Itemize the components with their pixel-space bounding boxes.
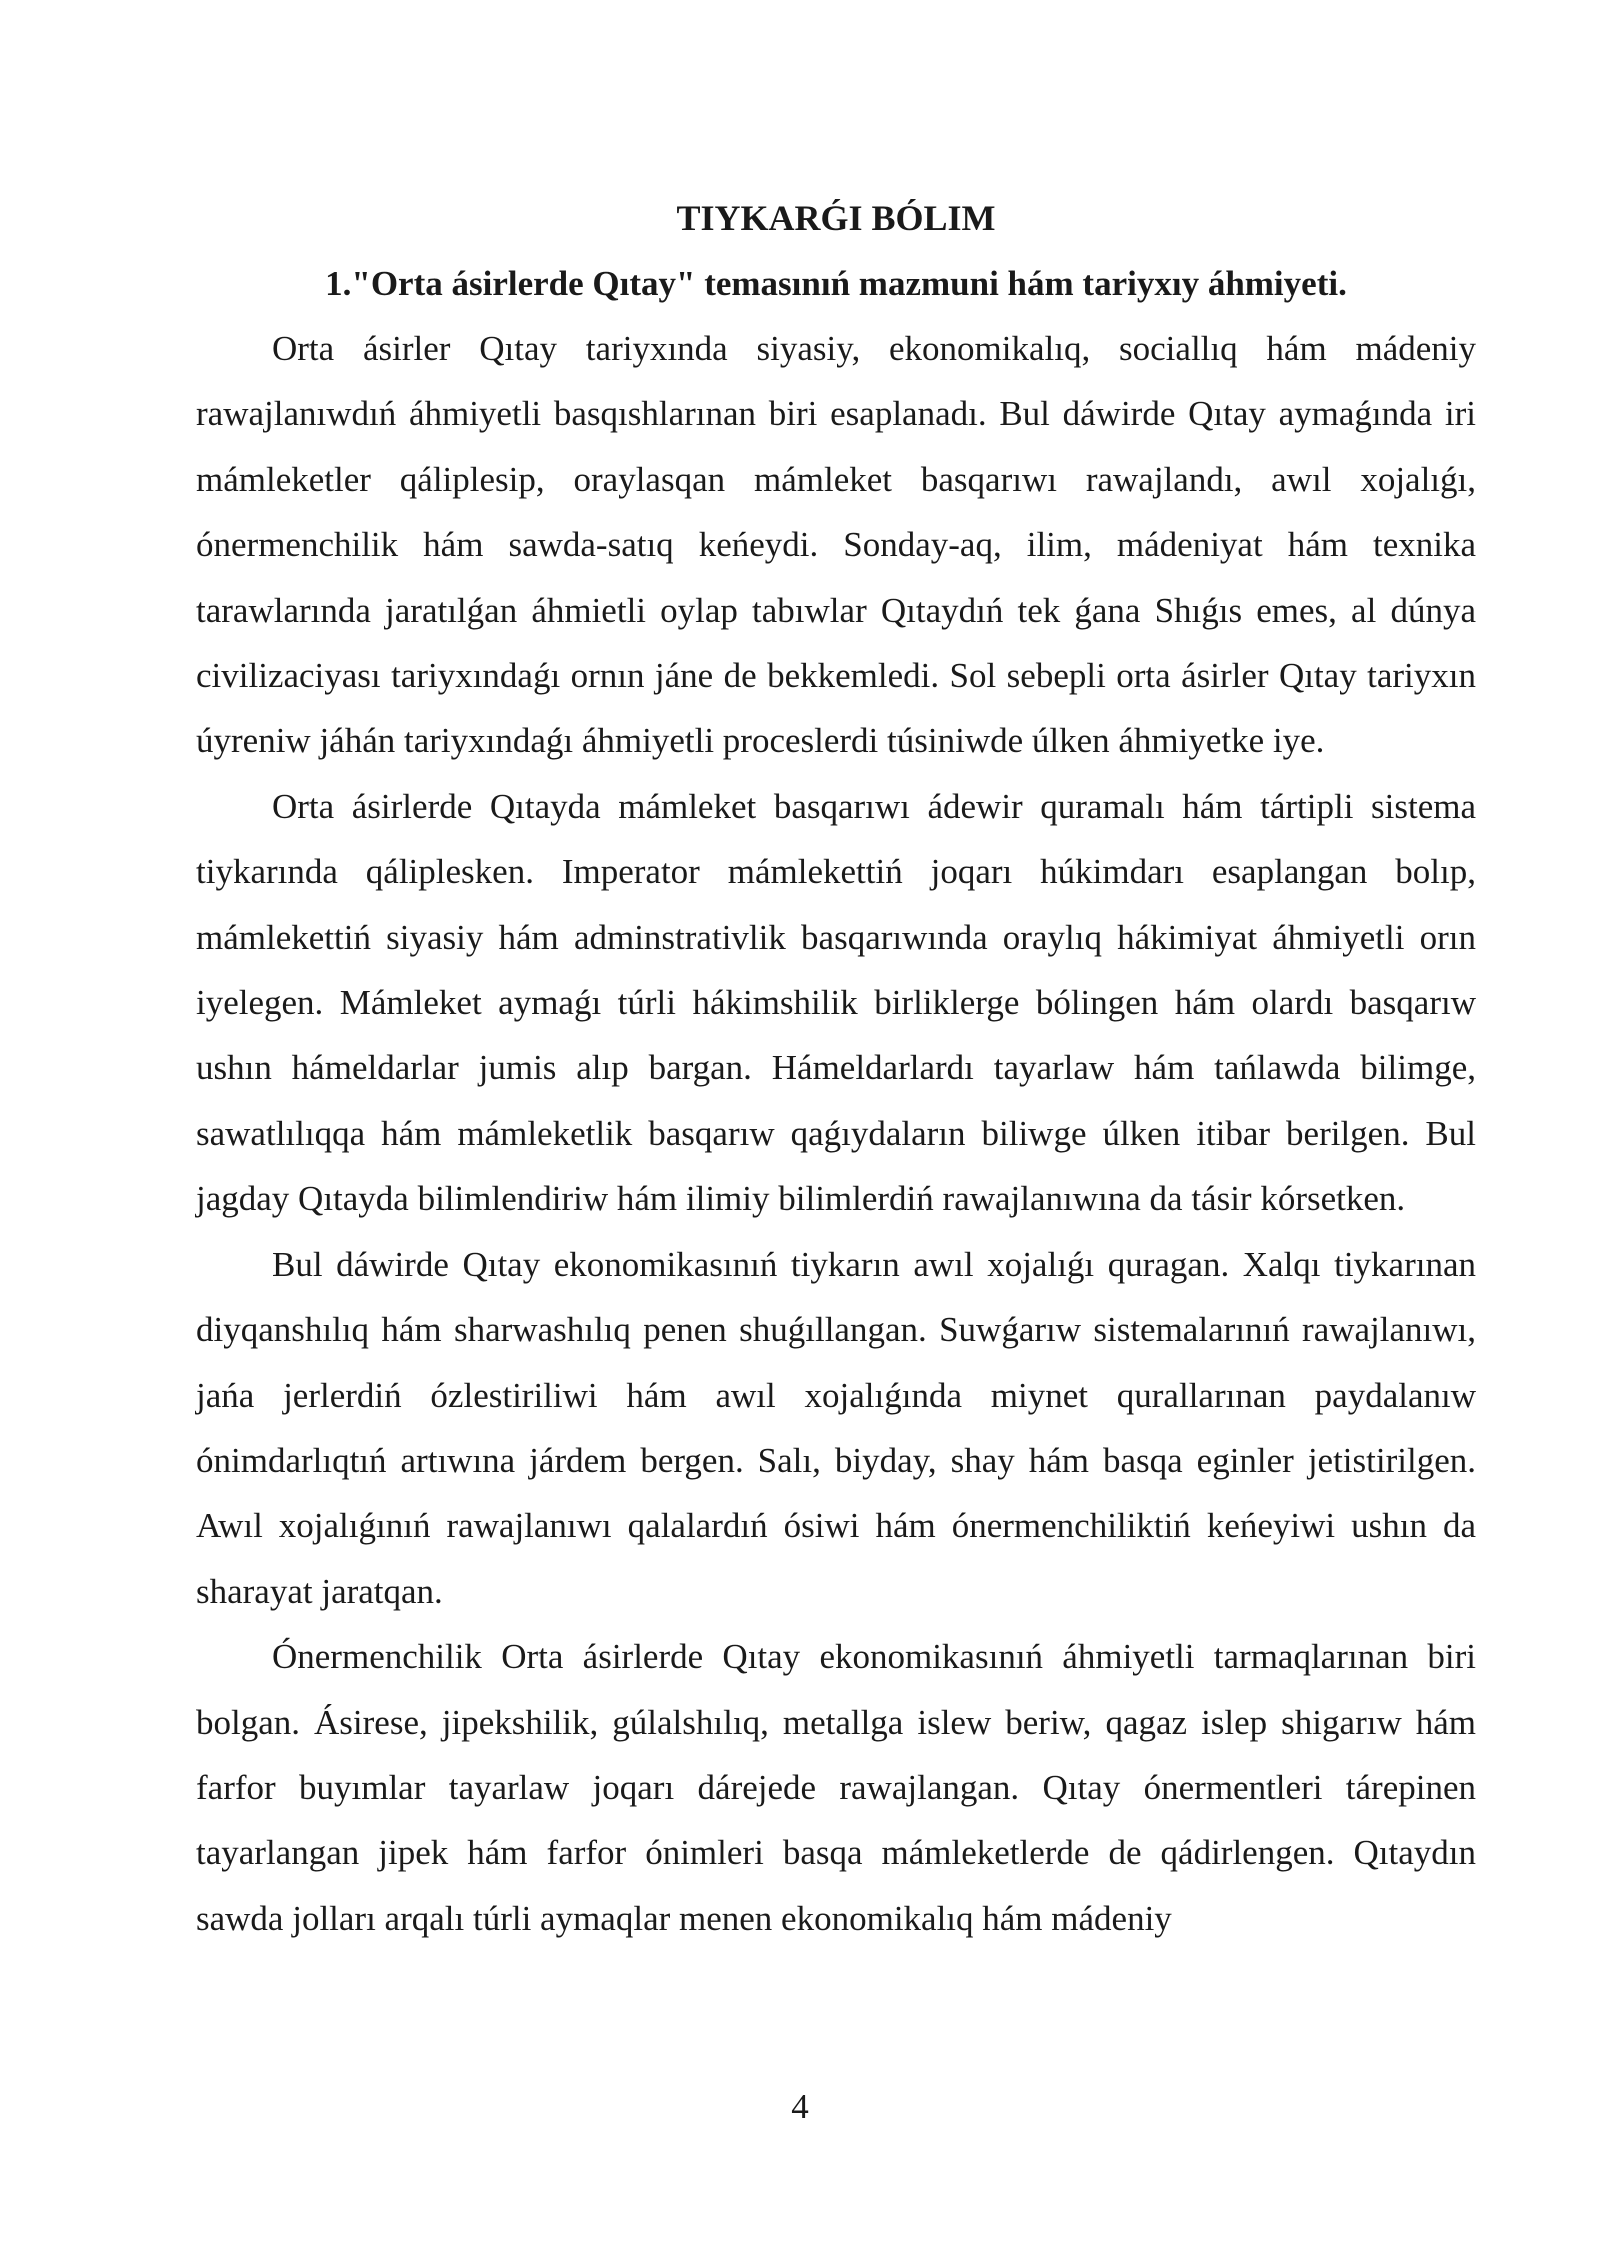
page-number: 4 <box>791 2087 809 2126</box>
document-page <box>196 186 1476 1951</box>
section-heading: TIYKARǴI BÓLIM <box>676 198 996 238</box>
paragraph-1: Orta ásirler Qıtay tariyxında siyasiy, ekonomikalıq, sociallıq hám mádeniy rawajlanıwdıń áhmiyetli basqıshlarınan biri esaplanadı. Bul dáwirde Qıtay aymaǵında iri mámleketler qáliplesip, oraylasqan mámleket basqarıwı rawajlandı, awıl xojalıǵı, ónermenchilik hám sawda-satıq keńeydi. Sonday-aq, ilim, mádeniyat hám texnika tarawlarında jaratılǵan áhmietli oylap tabıwlar Qıtaydıń tek ǵana Shıǵıs emes, al dúnya civilizaciyası tariyxındaǵı ornın jáne de bekkemledi. Sol sebepli orta ásirler Qıtay tariyxın úyreniw jáhán tariyxındaǵı áhmiyetli proceslerdi túsiniwde úlken áhmiyetke iye. <box>196 329 1476 761</box>
paragraph-2: Orta ásirlerde Qıtayda mámleket basqarıwı ádewir quramalı hám tártipli sistema tiykarında qáliplesken. Imperator mámlekettiń joqarı húkimdarı esaplangan bolıp, mámlekettiń siyasiy hám adminstrativlik basqarıwında oraylıq hákimiyat áhmiyetli orın iyelegen. Mámleket aymaǵı túrli hákimshilik birliklerge bólingen hám olardı basqarıw ushın hámeldarlar jumis alıp bargan. Hámeldarlardı tayarlaw hám tańlawda bilimge, sawatlılıqqa hám mámleketlik basqarıw qaǵıydaların biliwge úlken itibar berilgen. Bul jagday Qıtayda bilimlendiriw hám ilimiy bilimlerdiń rawajlanıwına da tásir kórsetken. <box>196 786 1476 1219</box>
paragraph-4: Ónermenchilik Orta ásirlerde Qıtay ekonomikasınıń áhmiyetli tarmaqlarınan biri bolgan. Ásirese, jipekshilik, gúlalshılıq, metallga islew beriw, qagaz islep shigarıw hám farfor buyımlar tayarlaw joqarı dárejede rawajlangan. Qıtay ónermentleri tárepinen tayarlangan jipek hám farfor ónimleri basqa mámleketlerde de qádirlengen. Qıtaydın sawda jolları arqalı túrli aymaqlar menen ekonomikalıq hám mádeniy <box>196 1637 1476 1938</box>
paragraph-3: Bul dáwirde Qıtay ekonomikasınıń tiykarın awıl xojalıǵı quragan. Xalqı tiykarınan diyqanshılıq hám sharwashılıq penen shuǵıllangan. Suwǵarıw sistemalarınıń rawajlanıwı, jańa jerlerdiń ózlestiriliwi hám awıl xojalıǵında miynet qurallarınan paydalanıw ónimdarlıqtıń artıwına járdem bergen. Salı, biyday, shay hám basqa eginler jetistirilgen. Awıl xojalıǵınıń rawajlanıwı qalalardıń ósiwi hám ónermenchiliktiń keńeyiwi ushın da sharayat jaratqan. <box>196 1244 1476 1611</box>
section-subheading: 1."Orta ásirlerde Qıtay" temasınıń mazmuni hám tariyxıy áhmiyeti. <box>325 264 1347 303</box>
